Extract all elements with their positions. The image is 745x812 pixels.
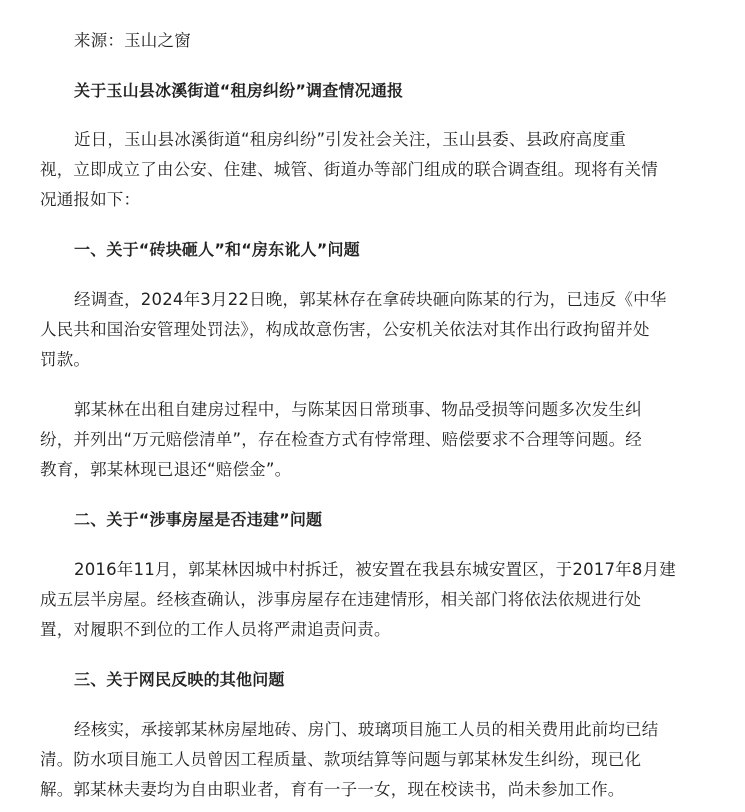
section-1-para-2-line-3: 教育，郭某林现已退还“赔偿金”。 — [40, 460, 292, 479]
section-3-para-1-line-1: 经核实，承接郭某林房屋地砖、房门、玻璃项目施工人员的相关费用此前均已结 — [74, 720, 659, 739]
section-3-para-1-line-2: 清。防水项目施工人员曾因工程质量、款项结算等问题与郭某林发生纠纷，现已化 — [40, 750, 642, 769]
section-1-para-2-line-1: 郭某林在出租自建房过程中，与陈某因日常琐事、物品受损等问题多次发生纠 — [74, 400, 642, 419]
section-2-para-1-line-3: 置，对履职不到位的工作人员将严肃追责问责。 — [40, 620, 391, 639]
section-1-heading: 一、关于“砖块砸人”和“房东讹人”问题 — [74, 240, 360, 259]
section-2-para-1-line-2: 成五层半房屋。经核查确认，涉事房屋存在违建情形，相关部门将依法依规进行处 — [40, 590, 642, 609]
section-1-para-1-line-3: 罚款。 — [40, 350, 91, 369]
section-3-heading: 三、关于网民反映的其他问题 — [74, 670, 285, 689]
section-1-para-1-line-2: 人民共和国治安管理处罚法》，构成故意伤害，公安机关依法对其作出行政拘留并处 — [40, 320, 650, 339]
section-1-para-2-line-2: 纷，并列出“万元赔偿清单”，存在检查方式有悖常理、赔偿要求不合理等问题。经 — [40, 430, 642, 449]
section-1-para-1-line-1: 经调查，2024年3月22日晚，郭某林存在拿砖块砸向陈某的行为，已违反《中华 — [74, 290, 667, 309]
article-title: 关于玉山县冰溪街道“租房纠纷”调查情况通报 — [74, 81, 404, 100]
section-2-heading: 二、关于“涉事房屋是否违建”问题 — [74, 510, 323, 529]
section-3-para-1-line-3: 解。郭某林夫妻均为自由职业者，育有一子一女，现在校读书，尚未参加工作。 — [40, 780, 625, 799]
intro-line-1: 近日，玉山县冰溪街道“租房纠纷”引发社会关注，玉山县委、县政府高度重 — [74, 130, 626, 149]
intro-line-3: 况通报如下： — [40, 190, 141, 209]
intro-line-2: 视，立即成立了由公安、住建、城管、街道办等部门组成的联合调查组。现将有关情 — [40, 160, 658, 179]
section-2-para-1-line-1: 2016年11月，郭某林因城中村拆迁，被安置在我县东城安置区，于2017年8月建 — [74, 560, 676, 579]
article-source: 来源：玉山之窗 — [74, 31, 191, 50]
